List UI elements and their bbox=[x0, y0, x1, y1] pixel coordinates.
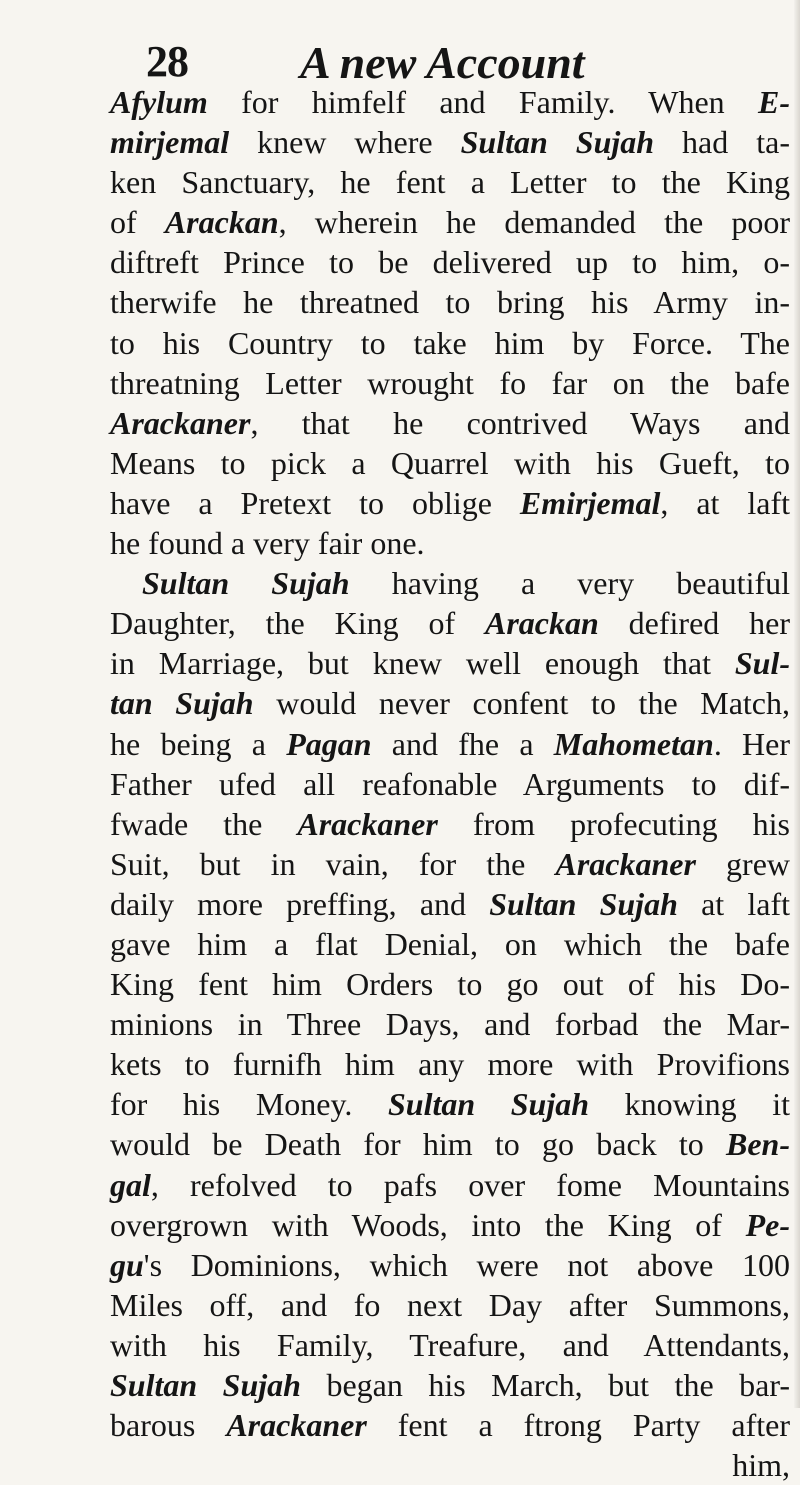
text-line bbox=[110, 1325, 790, 1365]
text-line bbox=[110, 162, 790, 202]
text-segment: Daughter, the King of bbox=[110, 605, 485, 642]
text-segment: grew bbox=[695, 845, 791, 882]
text-segment: threatning Letter wrought fo far on the bafe bbox=[110, 364, 790, 401]
text-line bbox=[110, 1165, 790, 1205]
text-segment: minions in Three Days, and forbad the Mar- bbox=[110, 1006, 790, 1043]
text-segment: began his March, but the bar- bbox=[300, 1367, 791, 1403]
italic-text: Afylum bbox=[110, 84, 208, 120]
text-line bbox=[110, 603, 790, 643]
text-line bbox=[110, 122, 790, 162]
text-segment: kets to furnifh him any more with Provifions bbox=[110, 1046, 790, 1083]
text-line bbox=[110, 844, 790, 884]
text-segment: daily more preffing, and bbox=[110, 885, 490, 922]
text-segment: knowing it bbox=[589, 1086, 791, 1123]
text-segment: , that he contrived Ways and bbox=[250, 404, 790, 441]
text-segment: him, bbox=[732, 1447, 790, 1484]
italic-text: Sultan Sujah bbox=[489, 885, 678, 922]
text-segment: to his Country to take him by Force. The bbox=[110, 324, 790, 361]
text-segment: defired her bbox=[598, 605, 790, 642]
italic-text: Arackan bbox=[485, 605, 599, 642]
text-line bbox=[110, 804, 790, 844]
text-segment: having a very beautiful bbox=[349, 565, 791, 602]
italic-text: Ben- bbox=[726, 1126, 790, 1163]
text-line bbox=[110, 403, 790, 443]
text-line bbox=[110, 443, 790, 483]
text-line bbox=[110, 202, 790, 242]
text-segment: . Her bbox=[713, 725, 791, 762]
text-segment: would never confent to the Match, bbox=[253, 685, 791, 722]
text-segment: fent a ftrong Party after bbox=[366, 1407, 791, 1444]
italic-text: gu bbox=[110, 1246, 144, 1283]
text-line bbox=[110, 523, 790, 563]
text-line bbox=[110, 282, 790, 322]
italic-text: Sultan Sujah bbox=[110, 1367, 301, 1403]
italic-text: Sultan Sujah bbox=[142, 565, 350, 602]
text-line bbox=[110, 1124, 790, 1164]
text-line bbox=[110, 1245, 790, 1285]
italic-text: E- bbox=[758, 84, 790, 120]
italic-text: Arackaner bbox=[297, 805, 438, 842]
text-line bbox=[110, 683, 790, 723]
text-segment: , at laft bbox=[660, 484, 791, 521]
italic-text: gal bbox=[110, 1166, 151, 1203]
text-line bbox=[110, 964, 790, 1004]
text-segment: barous bbox=[110, 1407, 227, 1444]
text-line bbox=[110, 1405, 790, 1445]
text-line bbox=[110, 1004, 790, 1044]
text-segment: with his Family, Treafure, and Attendants, bbox=[110, 1326, 790, 1363]
text-segment: he found a very fair one. bbox=[110, 525, 425, 562]
text-segment: had ta- bbox=[654, 124, 790, 161]
italic-text: Pe- bbox=[745, 1206, 790, 1243]
text-line bbox=[110, 1445, 790, 1485]
page-number: 28 bbox=[146, 37, 188, 86]
italic-text: Arackaner bbox=[555, 845, 696, 882]
text-segment: Miles off, and fo next Day after Summons, bbox=[110, 1286, 790, 1323]
text-segment: ken Sanctuary, he fent a Letter to the King bbox=[110, 164, 790, 201]
text-segment: diftreft Prince to be delivered up to him, o- bbox=[110, 244, 790, 281]
text-segment: would be Death for him to go back to bbox=[110, 1126, 726, 1163]
text-segment: at laft bbox=[677, 885, 791, 922]
text-line bbox=[110, 764, 790, 804]
text-segment: he being a bbox=[110, 725, 287, 762]
text-line bbox=[110, 1285, 790, 1325]
italic-text: Arackan bbox=[164, 204, 279, 241]
text-line bbox=[110, 1044, 790, 1084]
text-segment: 's Dominions, which were not above 100 bbox=[143, 1246, 790, 1283]
italic-text: Sul- bbox=[734, 645, 790, 682]
italic-text: mirjemal bbox=[110, 124, 230, 161]
text-line bbox=[110, 323, 790, 363]
text-segment: fwade the bbox=[110, 805, 298, 842]
italic-text: Emirjemal bbox=[519, 484, 661, 521]
text-segment: from profecuting his bbox=[437, 805, 790, 842]
text-line bbox=[110, 1205, 790, 1245]
running-head: A new Account bbox=[300, 37, 585, 88]
text-segment: gave him a flat Denial, on which the bafe bbox=[110, 925, 790, 962]
text-segment: knew where bbox=[229, 124, 461, 161]
text-line bbox=[110, 82, 790, 122]
text-line bbox=[110, 563, 790, 603]
text-segment: and fhe a bbox=[371, 725, 554, 762]
text-line bbox=[110, 1365, 790, 1405]
text-segment: Father ufed all reafonable Arguments to dif- bbox=[110, 765, 790, 802]
text-line bbox=[110, 724, 790, 764]
text-line bbox=[110, 643, 790, 683]
italic-text: Sultan Sujah bbox=[460, 124, 655, 161]
italic-text: Mahometan bbox=[553, 725, 714, 762]
text-segment: , wherein he demanded the poor bbox=[278, 204, 790, 241]
italic-text: tan Sujah bbox=[110, 685, 254, 722]
italic-text: Arackaner bbox=[226, 1407, 367, 1444]
text-segment: of bbox=[110, 204, 165, 241]
body-text bbox=[110, 82, 796, 1485]
text-segment: in Marriage, but knew well enough that bbox=[110, 645, 735, 682]
text-line bbox=[110, 884, 790, 924]
text-line bbox=[110, 363, 790, 403]
text-segment: for his Money. bbox=[110, 1086, 388, 1123]
italic-text: Pagan bbox=[286, 725, 372, 762]
text-segment: King fent him Orders to go out of his Do- bbox=[110, 966, 790, 1003]
text-segment: Means to pick a Quarrel with his Gueft, to bbox=[110, 444, 790, 481]
text-segment: Suit, but in vain, for the bbox=[110, 845, 556, 882]
text-segment: for himfelf and Family. When bbox=[207, 84, 758, 120]
text-line bbox=[110, 1084, 790, 1124]
text-line bbox=[110, 924, 790, 964]
text-line bbox=[110, 242, 790, 282]
text-segment: therwife he threatned to bring his Army in- bbox=[110, 284, 790, 321]
text-line bbox=[110, 483, 790, 523]
text-segment: have a Pretext to oblige bbox=[110, 484, 520, 521]
text-segment: , refolved to pafs over fome Mountains bbox=[150, 1166, 790, 1203]
italic-text: Arackaner bbox=[110, 404, 251, 441]
text-segment: overgrown with Woods, into the King of bbox=[110, 1206, 746, 1243]
italic-text: Sultan Sujah bbox=[388, 1086, 590, 1123]
